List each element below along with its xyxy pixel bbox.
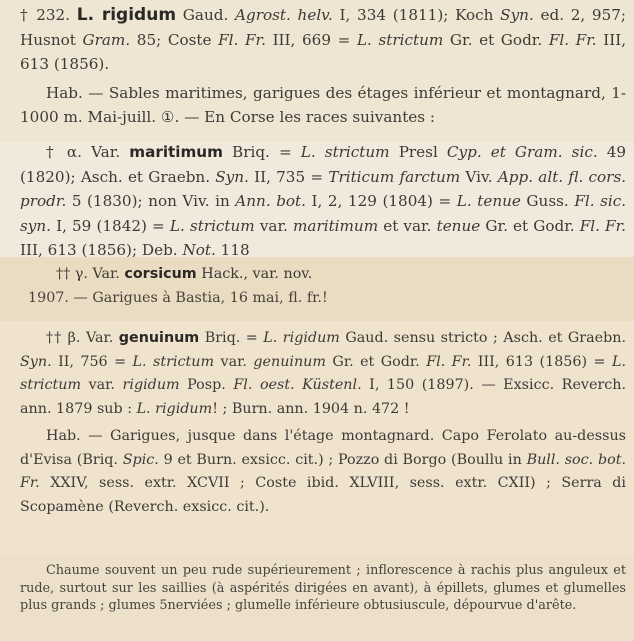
variety-alpha-mark: † α. [46,143,83,161]
variety-beta [0,321,634,554]
variety-beta-mark: †† β. [46,330,81,346]
description-text: Chaume souvent un peu rude supérieurement ; inflorescence à rachis plus anguleux et rude, surtout sur les saillies (à aspérités dirigées en avant), à épillets, glumes et glumelles plus grands ; glumes 5nerviées ; glumelle inférieure obtusiuscule, dépourvue d'arête. [20,563,626,613]
species-name: L. rigidum [76,5,177,25]
variety-beta-name: genuinum [118,330,200,346]
variety-alpha [0,142,634,257]
variety-alpha-text: † α. Var. maritimum Briq. = L. strictum Presl Cyp. et Gram. sic. 49 (1820); Asch. et Graebn. Syn. II, 735 = Triticum farctum Viv. App. alt. fl. cors. prodr. 5 (1830); non Viv. in Ann. bot. I, 2, 129 (1804) = L. tenue Guss. Fl. sic. syn. I, 59 (1842) = L. strictum var. maritimum et var. tenue Gr. et Godr. Fl. Fr. III, 613 (1856); Deb. Not. 118 [20,143,627,257]
variety-gamma-heading: †† γ. Var. corsicum Hack., var. nov. [56,266,313,282]
variety-gamma-name: corsicum [124,266,197,282]
variety-alpha-name: maritimum [129,143,223,161]
species-number: 232. [36,6,71,24]
variety-gamma [0,257,634,321]
species-heading: † 232. L. rigidum Gaud. Agrost. helv. I, 334 (1811); Koch Syn. ed. 2, 957; Husnot Gram. 85; Coste Fl. Fr. III, 669 = L. strictum Gr. et Godr. Fl. Fr. III, 613 (1856). [20,5,627,73]
dagger-mark: † [20,6,30,24]
species-habitat: Hab. — Sables maritimes, garigues des étages inférieur et montagnard, 1-1000 m. Mai-juill. ①. — En Corse les races suivantes : [20,83,626,126]
description-block [0,554,634,641]
species-entry [0,0,634,142]
variety-beta-habitat: Hab. — Garigues, jusque dans l'étage montagnard. Capo Ferolato au-dessus d'Evisa (Briq. Spic. 9 et Burn. exsicc. cit.) ; Pozzo di Borgo (Boullu in Bull. soc. bot. Fr. XXIV, sess. extr. XCVII ; Coste ibid. XLVIII, sess. extr. CXII) ; Serra di Scopamène (Reverch. exsicc. cit.). [20,428,627,515]
variety-beta-text: †† β. Var. genuinum Briq. = L. rigidum Gaud. sensu stricto ; Asch. et Graebn. Syn. II, 756 = L. strictum var. genuinum Gr. et Godr. Fl. Fr. III, 613 (1856) = L. strictum var. rigidum Posp. Fl. oest. Küstenl. I, 150 (1897). — Exsicc. Reverch. ann. 1879 sub : L. rigidum! ; Burn. ann. 1904 n. 472 ! [20,330,627,417]
variety-gamma-note: 1907. — Garigues à Bastia, 16 mai, fl. fr.! [28,290,328,306]
variety-gamma-mark: †† γ. [56,266,88,282]
